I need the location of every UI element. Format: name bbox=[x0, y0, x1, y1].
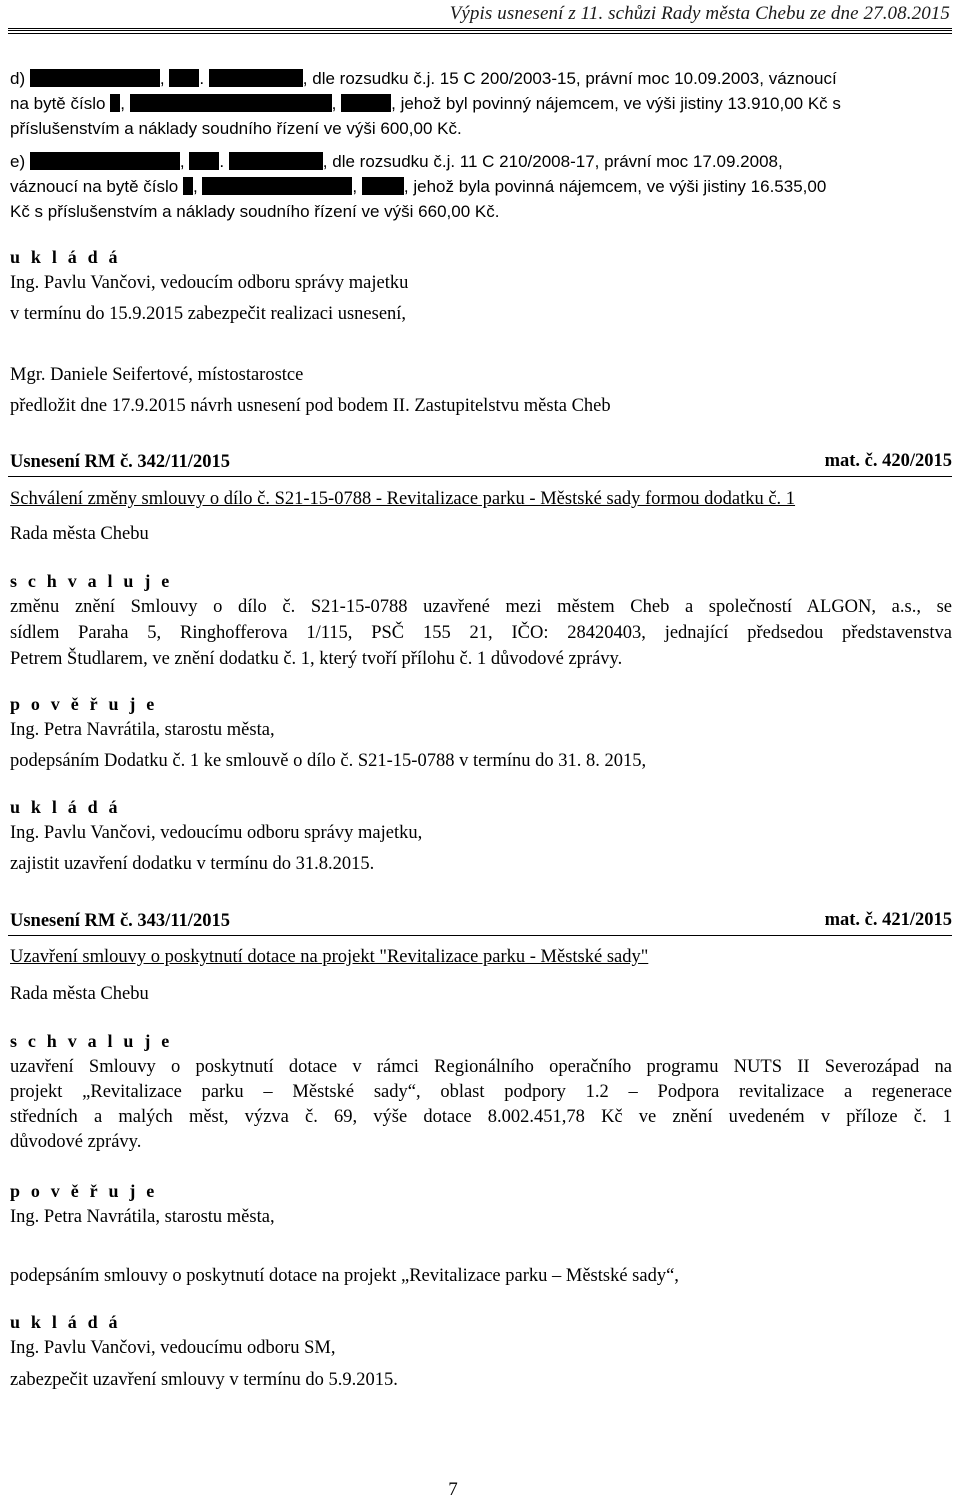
resolution-343-subject: Uzavření smlouvy o poskytnutí dotace na projekt "Revitalizace parku - Městské sady" bbox=[10, 947, 649, 967]
redaction-box bbox=[130, 94, 332, 112]
item-e-text: , jehož byla povinná nájemcem, ve výši jistiny 16.535,00 bbox=[403, 177, 827, 196]
mgr-task: předložit dne 17.9.2015 návrh usnesení pod bodem II. Zastupitelstvu města Cheb bbox=[10, 396, 611, 416]
resolution-343-schvaluje-line-1: uzavření Smlouvy o poskytnutí dotace v rámci Regionálního operačního programu NUTS II Severozápad na bbox=[10, 1057, 952, 1077]
item-e-line-1 bbox=[10, 151, 783, 173]
resolution-342-schvaluje-line-2: sídlem Paraha 5, Ringhofferova 1/115, PSČ 155 21, IČO: 28420403, jednající předsedou představenstva bbox=[10, 623, 952, 643]
resolution-343-mat: mat. č. 421/2015 bbox=[824, 910, 952, 930]
item-d-text: , dle rozsudku č.j. 15 C 200/2003-15, právní moc 10.09.2003, váznoucí bbox=[302, 69, 837, 88]
separator: , bbox=[192, 177, 198, 196]
item-e-line-3: Kč s příslušenstvím a náklady soudního řízení ve výši 660,00 Kč. bbox=[10, 202, 500, 221]
redaction-box bbox=[202, 177, 352, 195]
separator: , bbox=[352, 177, 358, 196]
resolution-342-subject: Schválení změny smlouvy o dílo č. S21-15-0788 - Revitalizace parku - Městské sady formou dodatku č. 1 bbox=[10, 489, 796, 509]
resolution-342-schvaluje-keyword: s c h v a l u j e bbox=[10, 571, 173, 591]
resolution-343-body: Rada města Chebu bbox=[10, 984, 149, 1004]
separator: . bbox=[219, 152, 225, 171]
resolution-343-schvaluje-line-2: projekt „Revitalizace parku – Městské sady“, oblast podpory 1.2 – Podpora revitalizace a regenerace bbox=[10, 1082, 952, 1102]
redaction-box bbox=[110, 94, 120, 112]
resolution-343-number: Usnesení RM č. 343/11/2015 bbox=[10, 911, 230, 931]
redaction-box bbox=[169, 69, 199, 87]
item-d-text: na bytě číslo bbox=[10, 94, 106, 113]
separator: , bbox=[120, 94, 125, 113]
resolution-342-uklada-keyword: u k l á d á bbox=[10, 797, 121, 817]
uklada-person: Ing. Pavlu Vančovi, vedoucím odboru správy majetku bbox=[10, 273, 409, 293]
resolution-342-rule bbox=[8, 476, 952, 477]
uklada-keyword: u k l á d á bbox=[10, 247, 121, 267]
resolution-343-poveruje-task: podepsáním smlouvy o poskytnutí dotace na projekt „Revitalizace parku – Městské sady“, bbox=[10, 1266, 679, 1286]
separator: , bbox=[179, 152, 185, 171]
resolution-342-poveruje-person: Ing. Petra Navrátila, starostu města, bbox=[10, 720, 275, 740]
redaction-box bbox=[209, 69, 303, 87]
resolution-342-uklada-task: zajistit uzavření dodatku v termínu do 31.8.2015. bbox=[10, 854, 375, 874]
resolution-343-rule bbox=[8, 935, 952, 936]
item-d-line-1 bbox=[10, 68, 837, 90]
resolution-343-uklada-keyword: u k l á d á bbox=[10, 1312, 121, 1332]
resolution-342-number: Usnesení RM č. 342/11/2015 bbox=[10, 452, 230, 472]
item-e-line-2 bbox=[10, 176, 826, 198]
page-header: Výpis usnesení z 11. schůzi Rady města Chebu ze dne 27.08.2015 bbox=[449, 3, 950, 24]
resolution-342-poveruje-keyword: p o v ě ř u j e bbox=[10, 694, 158, 714]
redaction-box bbox=[341, 94, 391, 112]
resolution-343-poveruje-person: Ing. Petra Navrátila, starostu města, bbox=[10, 1207, 275, 1227]
resolution-342-schvaluje-line-1: změnu znění Smlouvy o dílo č. S21-15-0788 uzavřené mezi městem Cheb a společností ALGON, a.s., se bbox=[10, 597, 952, 617]
redaction-box bbox=[183, 177, 193, 195]
header-rule bbox=[8, 28, 952, 34]
redaction-box bbox=[229, 152, 323, 170]
redaction-box bbox=[362, 177, 404, 195]
resolution-343-schvaluje-line-4: důvodové zprávy. bbox=[10, 1132, 142, 1152]
separator: , bbox=[159, 69, 165, 88]
page-number: 7 bbox=[448, 1479, 458, 1500]
resolution-342-poveruje-task: podepsáním Dodatku č. 1 ke smlouvě o dílo č. S21-15-0788 v termínu do 31. 8. 2015, bbox=[10, 751, 647, 771]
resolution-343-poveruje-keyword: p o v ě ř u j e bbox=[10, 1181, 158, 1201]
resolution-343-uklada-task: zabezpečit uzavření smlouvy v termínu do 5.9.2015. bbox=[10, 1370, 398, 1390]
redaction-box bbox=[30, 69, 160, 87]
separator: . bbox=[199, 69, 205, 88]
item-d-line-2 bbox=[10, 93, 841, 115]
item-d-label: d) bbox=[10, 69, 26, 88]
resolution-343-schvaluje-line-3: středních a malých měst, výzva č. 69, výše dotace 8.002.451,78 Kč ve znění uvedeném v příloze č. 1 bbox=[10, 1107, 952, 1127]
mgr-person: Mgr. Daniele Seifertové, místostarostce bbox=[10, 365, 304, 385]
item-d-text: , jehož byl povinný nájemcem, ve výši jistiny 13.910,00 Kč s bbox=[391, 94, 841, 113]
resolution-343-schvaluje-keyword: s c h v a l u j e bbox=[10, 1031, 173, 1051]
resolution-342-mat: mat. č. 420/2015 bbox=[824, 451, 952, 471]
redaction-box bbox=[189, 152, 219, 170]
item-e-text: váznoucí na bytě číslo bbox=[10, 177, 179, 196]
resolution-343-uklada-person: Ing. Pavlu Vančovi, vedoucímu odboru SM, bbox=[10, 1338, 336, 1358]
uklada-task: v termínu do 15.9.2015 zabezpečit realizaci usnesení, bbox=[10, 304, 407, 324]
resolution-342-schvaluje-line-3: Petrem Študlarem, ve znění dodatku č. 1, který tvoří přílohu č. 1 důvodové zprávy. bbox=[10, 649, 623, 669]
resolution-342-body: Rada města Chebu bbox=[10, 524, 149, 544]
resolution-342-uklada-person: Ing. Pavlu Vančovi, vedoucímu odboru správy majetku, bbox=[10, 823, 423, 843]
redaction-box bbox=[30, 152, 180, 170]
item-e-text: , dle rozsudku č.j. 11 C 210/2008-17, právní moc 17.09.2008, bbox=[322, 152, 783, 171]
item-e-label: e) bbox=[10, 152, 26, 171]
separator: , bbox=[331, 94, 337, 113]
item-d-line-3: příslušenstvím a náklady soudního řízení ve výši 600,00 Kč. bbox=[10, 119, 462, 138]
